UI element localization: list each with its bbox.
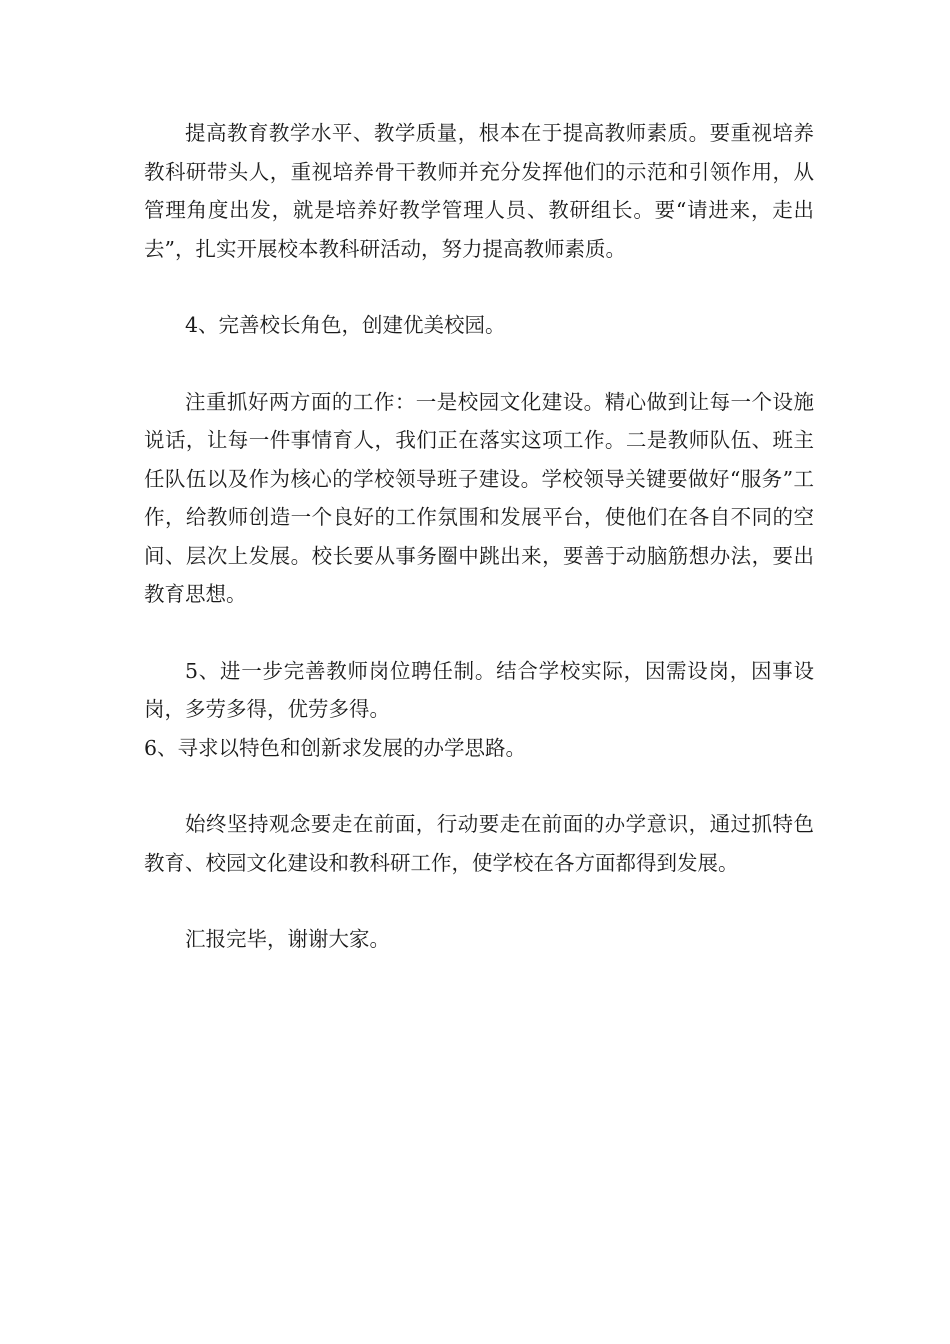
- paragraph-campus-culture: 注重抓好两方面的工作：一是校园文化建设。精心做到让每一个设施说话，让每一件事情育人，我们正在落实这项工作。二是教师队伍、班主任队伍以及作为核心的学校领导班子建设。学校领导关键要做好“服务”工作，给教师创造一个良好的工作氛围和发展平台，使他们在各自不同的空间、层次上发展。校长要从事务圈中跳出来，要善于动脑筋想办法，要出教育思想。: [144, 389, 814, 606]
- heading-item-4: 4、完善校长角色，创建优美校园。: [185, 313, 506, 337]
- paragraph-teacher-quality: 提高教育教学水平、教学质量，根本在于提高教师素质。要重视培养教科研带头人，重视培养骨干教师并充分发挥他们的示范和引领作用，从管理角度出发，就是培养好教学管理人员、教研组长。要“请进来，走出去”，扎实开展校本教科研活动，努力提高教师素质。: [144, 121, 814, 261]
- paragraph-school-philosophy: 始终坚持观念要走在前面，行动要走在前面的办学意识，通过抓特色教育、校园文化建设和教科研工作，使学校在各方面都得到发展。: [144, 812, 814, 875]
- paragraph-item-5: 5、进一步完善教师岗位聘任制。结合学校实际，因需设岗，因事设岗，多劳多得，优劳多得。: [144, 658, 814, 721]
- document-body: [144, 114, 814, 959]
- paragraph-closing: 汇报完毕，谢谢大家。: [185, 927, 390, 951]
- heading-item-6: 6、寻求以特色和创新求发展的办学思路。: [144, 735, 527, 760]
